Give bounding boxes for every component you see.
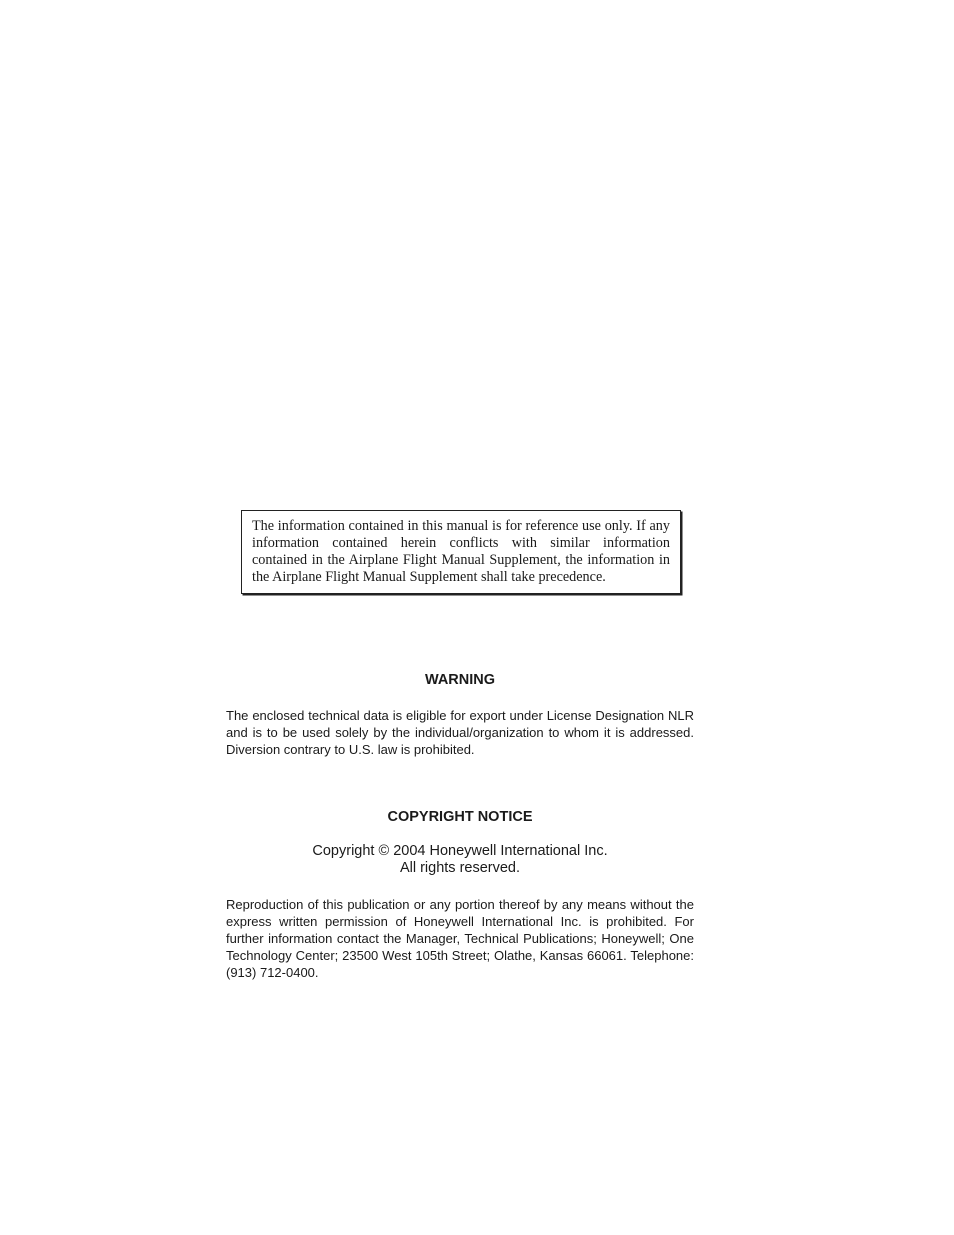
copyright-line-1: Copyright © 2004 Honeywell International Inc. xyxy=(312,843,608,859)
copyright-section xyxy=(226,809,694,826)
warning-text: The enclosed technical data is eligible for export under License Designation NLR and is to be used solely by the individual/organization to whom it is addressed. Diversion contrary to U.S. law is prohibited. xyxy=(226,708,694,757)
warning-section xyxy=(226,672,694,689)
warning-heading: WARNING xyxy=(424,672,496,688)
copyright-heading: COPYRIGHT NOTICE xyxy=(387,809,533,825)
copyright-statement xyxy=(226,843,694,877)
copyright-body xyxy=(226,896,694,981)
copyright-line-2: All rights reserved. xyxy=(399,860,521,876)
reference-notice-text: The information contained in this manual is for reference use only. If any information contained herein conflicts with similar information contained in the Airplane Flight Manual Supplement, the information in the Airplane Flight Manual Supplement shall take precedence. xyxy=(252,518,670,585)
warning-body xyxy=(226,707,694,758)
reference-notice-box xyxy=(241,510,681,594)
copyright-text: Reproduction of this publication or any portion thereof by any means without the express written permission of Honeywell International Inc. is prohibited. For further information contact the Manager, Technical Publications; Honeywell; One Technology Center; 23500 West 105th Street; Olathe, Kansas 66061. Telephone: (913) 712-0400. xyxy=(226,897,694,980)
